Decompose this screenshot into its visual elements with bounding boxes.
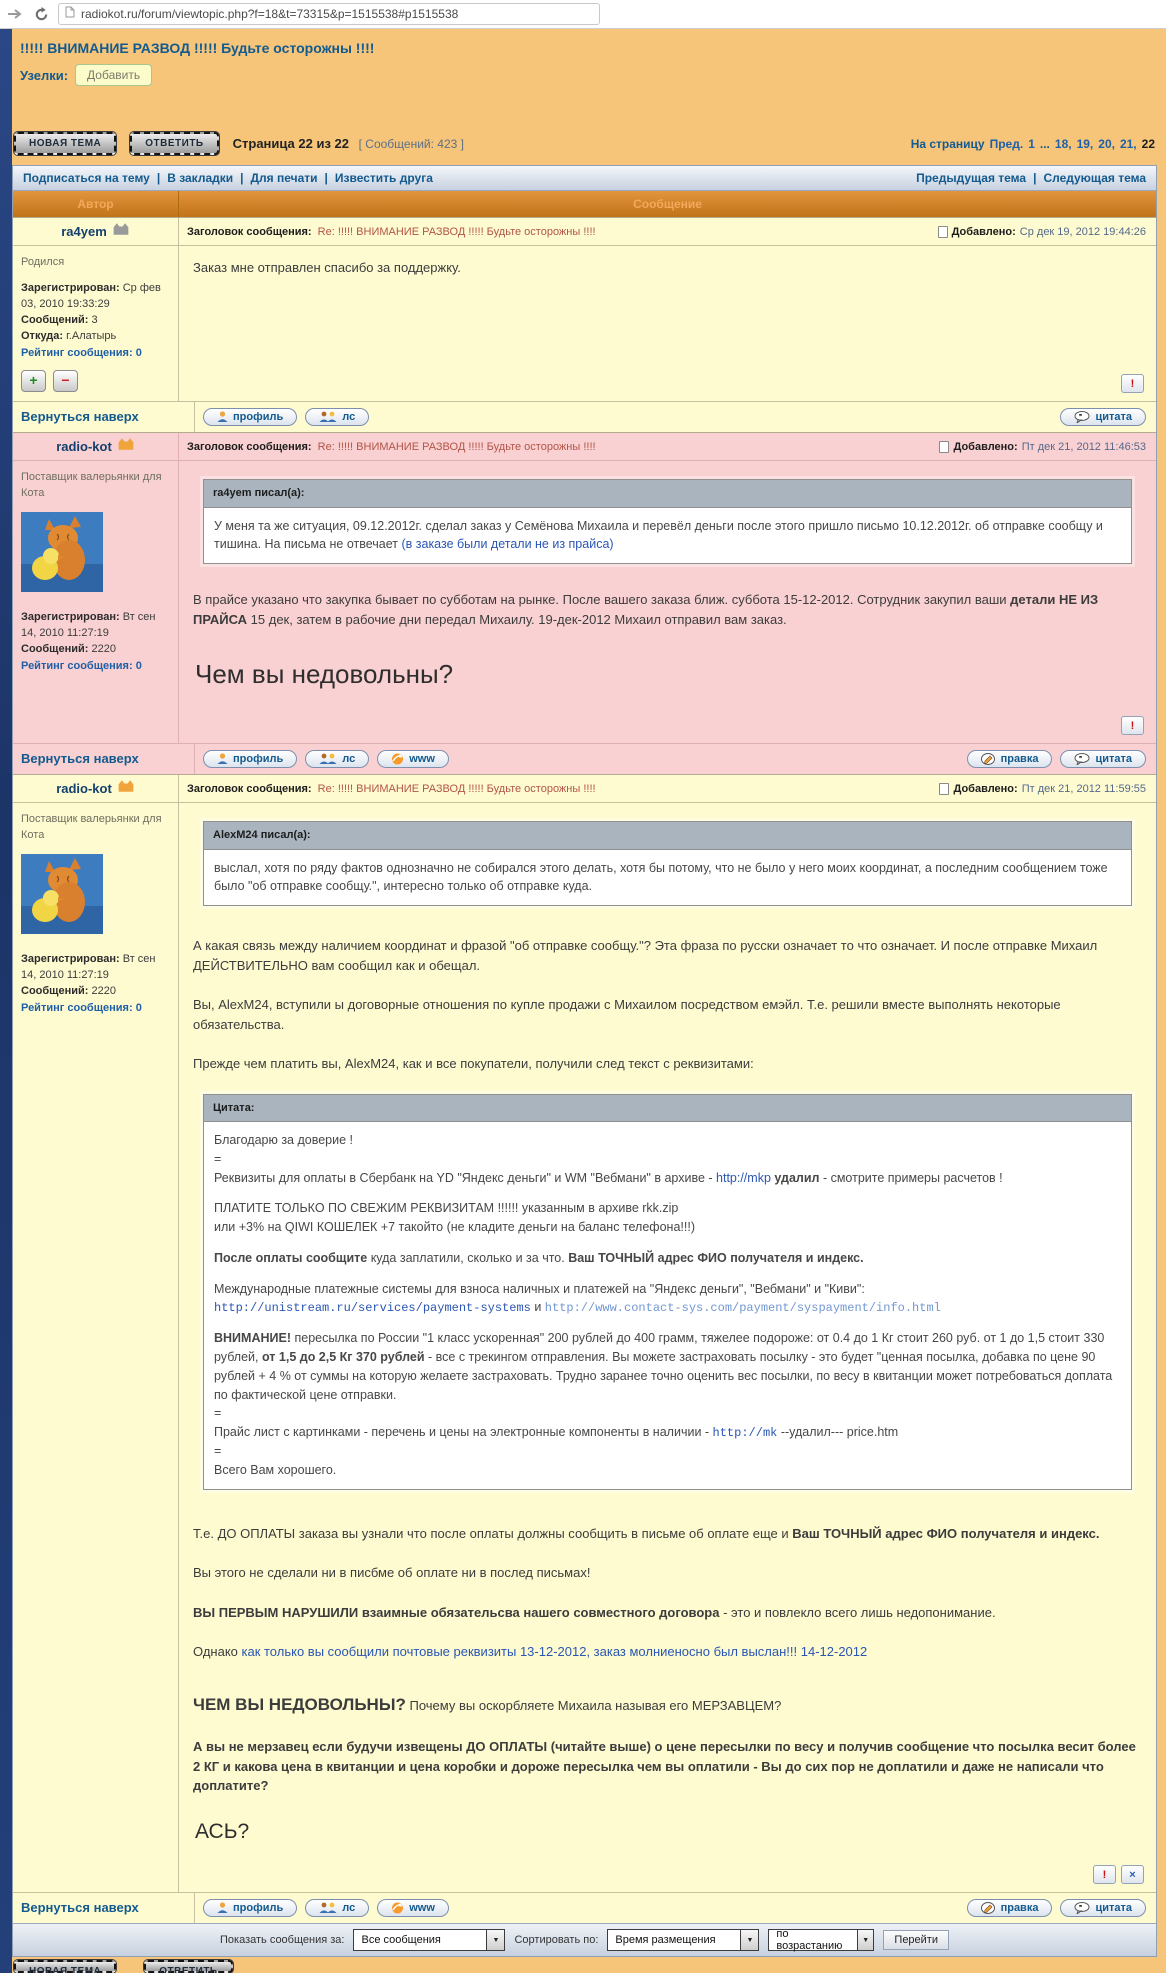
post-body	[179, 803, 1156, 1861]
author-rank: Родился	[21, 256, 65, 268]
author-username[interactable]: radio-kot	[56, 781, 112, 796]
post-footer-1	[13, 401, 1156, 432]
nav-tell-friend[interactable]: Известить друга	[334, 171, 433, 185]
pagination	[911, 137, 1155, 151]
post-body	[179, 246, 1156, 370]
post-body	[179, 461, 1156, 712]
separator: |	[156, 171, 161, 185]
back-to-top-link[interactable]: Вернуться наверх	[21, 751, 139, 766]
private-message-button[interactable]: лс	[305, 750, 369, 768]
posted-icon	[939, 441, 949, 453]
posted-label: Добавлено:	[951, 225, 1016, 238]
back-to-top-link[interactable]: Вернуться наверх	[21, 409, 139, 424]
messages-value: 2220	[91, 984, 116, 997]
profile-icon	[217, 753, 228, 765]
private-message-button[interactable]: лс	[305, 408, 369, 426]
column-message: Сообщение	[633, 197, 702, 211]
uzelki-add-button[interactable]: Добавить	[75, 64, 152, 86]
subject-link[interactable]: Re: !!!!! ВНИМАНИЕ РАЗВОД !!!!! Будьте осторожны !!!!	[317, 225, 596, 238]
sort-order-select[interactable]: по возрастанию ▼	[768, 1929, 874, 1951]
post-header	[179, 433, 1156, 461]
rating-label: Рейтинг сообщения:	[21, 659, 133, 672]
svg-text:❞: ❞	[1079, 1905, 1083, 1912]
quote-author: ra4yem писал(а):	[204, 480, 1131, 508]
post-text: Заказ мне отправлен спасибо за поддержку.	[193, 260, 461, 275]
rating-value: 0	[135, 346, 142, 359]
posted-icon	[938, 226, 948, 238]
pm-icon	[319, 411, 337, 423]
quote-text: У меня та же ситуация, 09.12.2012г. сделал заказ у Семёнова Михаила и перевёл деньги после этого пришло письмо 10.12.2012г. об отправке сообщу и тишина. На письма не отвечает (в заказе были детали не из прайса)	[214, 518, 1103, 552]
post-row-2	[13, 432, 1156, 743]
rate-plus-button[interactable]: +	[21, 370, 46, 392]
post-paragraph: А какая связь между наличием координат и фразой "об отправке сообщу."? Эта фраза по русски означает то что означает. И после отправке Михаил ДЕЙСТВИТЕЛЬНО вам сообщил как и обещал.	[193, 938, 1098, 973]
topic-toolbar	[14, 132, 1155, 155]
url-text: radiokot.ru/forum/viewtopic.php?f=18&t=73315&p=1515538#p1515538	[81, 7, 459, 21]
profile-button[interactable]: профиль	[203, 750, 297, 768]
quote-box	[203, 821, 1132, 906]
post-row-1	[13, 217, 1156, 401]
edit-button[interactable]: правка	[967, 750, 1053, 768]
uzelki-row	[12, 58, 1157, 86]
quote-author: AlexM24 писал(а):	[204, 822, 1131, 850]
page-info: Страница 22 из 22 [ Сообщений: 423 ]	[232, 136, 464, 151]
report-post-button[interactable]: !	[1121, 374, 1144, 393]
quote-icon	[1074, 753, 1090, 765]
posted-label: Добавлено:	[953, 440, 1018, 453]
quote-icon	[1074, 411, 1090, 423]
edit-icon	[981, 1902, 996, 1914]
quote-icon	[1074, 1902, 1090, 1914]
profile-button[interactable]: профиль	[203, 408, 297, 426]
post-big-text: АСЬ?	[195, 1819, 250, 1843]
edit-icon	[981, 753, 996, 765]
pagination-ellipsis: ...	[1039, 136, 1050, 151]
post-footer-3	[13, 1892, 1156, 1923]
reply-button[interactable]: ОТВЕТИТЬ	[144, 1960, 232, 1973]
svg-text:❞: ❞	[1079, 414, 1083, 421]
topic-nav-bar	[13, 166, 1156, 191]
rating-value: 0	[135, 659, 142, 672]
avatar	[21, 854, 170, 940]
browser-toolbar	[0, 0, 1166, 29]
profile-icon	[217, 1902, 228, 1914]
show-posts-label: Показать сообщения за:	[220, 1934, 345, 1946]
column-author: Автор	[13, 191, 179, 217]
quote-label: Цитата:	[204, 1095, 1131, 1123]
nav-next-topic[interactable]: Следующая тема	[1043, 171, 1146, 185]
pagination-page-19[interactable]: 19,	[1076, 136, 1094, 151]
address-bar[interactable]	[58, 3, 600, 25]
pagination-page-20[interactable]: 20,	[1098, 136, 1115, 151]
www-button[interactable]: www	[377, 750, 449, 768]
post-paragraph: ЧЕМ ВЫ НЕДОВОЛЬНЫ? Почему вы оскорбляете Михаила называя его МЕРЗАВЦЕМ?	[193, 1694, 782, 1714]
topic-title: !!!!! ВНИМАНИЕ РАЗВОД !!!!! Будьте осторожны !!!!	[20, 40, 375, 56]
nav-print[interactable]: Для печати	[250, 171, 318, 185]
cat-rank-icon	[117, 437, 135, 456]
nav-bookmark[interactable]: В закладки	[167, 171, 234, 185]
rating-value: 0	[135, 1001, 142, 1014]
author-details	[13, 803, 178, 1026]
quote-text: выслал, хотя по ряду фактов однозначно не собирался этого делать, хотя бы потому, что не было у него моих координат, а последним сообщением тоже было "об отправке сообщу.", интересно только об отправке куда.	[214, 860, 1108, 894]
quote-button[interactable]: ❞ цитата	[1060, 408, 1146, 426]
chevron-down-icon[interactable]: ▼	[740, 1930, 758, 1950]
sort-by-select[interactable]: Время размещения ▼	[607, 1929, 759, 1951]
posted-date: Ср дек 19, 2012 19:44:26	[1019, 225, 1146, 238]
post-paragraph: Вы этого не сделали ни в писбме об оплате ни в послед письмах!	[193, 1565, 591, 1580]
post-header	[179, 775, 1156, 803]
author-details	[13, 246, 178, 401]
post-paragraph: Однако как только вы сообщили почтовые реквизиты 13-12-2012, заказ молниеносно был выслан!!! 14-12-2012	[193, 1644, 868, 1659]
quote-button[interactable]: ❞ цитата	[1060, 750, 1146, 768]
registered-value: Вт сен 14, 2010 11:27:19	[21, 610, 156, 639]
registered-label: Зарегистрирован:	[21, 281, 120, 294]
pagination-label: На страницу	[910, 136, 985, 151]
pagination-current-page: 22	[1141, 136, 1155, 151]
cat-rank-icon	[117, 779, 135, 798]
messages-value: 3	[91, 313, 98, 326]
subject-label: Заголовок сообщения:	[187, 225, 312, 238]
messages-label: Сообщений:	[21, 313, 89, 326]
cat-rank-icon	[112, 222, 130, 241]
quote-box	[203, 1094, 1132, 1490]
post-paragraph: В прайсе указано что закупка бывает по субботам на рынке. После вашего заказа ближ. суббота 15-12-2012. Сотрудник закупил ваши детали НЕ ИЗ ПРАЙСА 15 дек, затем в рабочие дни передал Михаилу. 19-дек-2012 Михаил отправил вам заказ.	[193, 592, 1099, 627]
subject-label: Заголовок сообщения:	[187, 440, 312, 453]
posted-date: Пт дек 21, 2012 11:46:53	[1021, 440, 1146, 453]
table-header	[13, 191, 1156, 217]
post-paragraph: А вы не мерзавец если будучи извещены ДО ОПЛАТЫ (читайте выше) о цене пересылки по весу и получив сообщение что посылка весит более 2 КГ и какова цена в квитанции и цена коробки и дороже пересылка чем вы оплатили - Вы до сих пор не доплатили и даже не написали что доплатите?	[193, 1739, 1136, 1793]
reply-button[interactable]: ОТВЕТИТЬ	[130, 132, 218, 155]
chevron-down-icon[interactable]: ▼	[486, 1930, 504, 1950]
quote-text: Благодарю за доверие ! = Реквизиты для оплаты в Сбербанк на YD "Яндекс деньги" и WM "Вебмани" в архиве - http://mkp удалил - смотрите примеры расчетов ! ПЛАТИТЕ ТОЛЬКО ПО СВЕЖИМ РЕКВИЗИТАМ !!!!!! указанным в архиве rkk.zip или +3% на QIWI КОШЕЛЕК +7 такойто (не кладите деньги на баланс телефона!!!) После оплаты сообщите куда заплатили, сколько и за что. Ваш ТОЧНЫЙ адрес ФИО получателя и индекс. Международные платежные системы для взноса наличных и платежей на "Яндекс деньги", "Вебмани" и "Киви": http://unistream.ru/services/payment-systems и http://www.contact-sys.com/payment/syspayment/info.html ВНИМАНИЕ! пересылка по России "1 класс ускоренная" 200 рублей до 400 грамм, тяжелее подороже: от 0.4 до 1 Кг стоит 260 руб. от 1 до 1,5 стоит 330 рублей, от 1,5 до 2,5 Кг 370 рублей - все с трекингом отправления. Вы можете застраховать посылку - это будет "ценная посылка, добавка по цене 90 рублей + 4 % от суммы на которую желаете застраховать. Трудно заранее точно оценить вес посылки, по весу в квитанции может потребоваться доплата по фактической цене отправки. = Прайс лист с картинками - перечень и цены на электронные компоненты в наличии - http://mk --удалил--- price.htm = Всего Вам хорошего.	[214, 1133, 1113, 1477]
quote-box	[203, 479, 1132, 564]
rating-label: Рейтинг сообщения:	[21, 346, 133, 359]
rating-label: Рейтинг сообщения:	[21, 1001, 133, 1014]
back-to-top-link[interactable]: Вернуться наверх	[21, 1900, 139, 1915]
chevron-down-icon[interactable]: ▼	[857, 1930, 873, 1950]
post-paragraph: ВЫ ПЕРВЫМ НАРУШИЛИ взаимные обязательсва нашего совместного договора - это и повлекло всего лишь недопонимание.	[193, 1604, 996, 1620]
svg-text:❞: ❞	[1079, 756, 1083, 763]
display-options-bar	[13, 1923, 1156, 1956]
rate-minus-button[interactable]: −	[53, 370, 78, 392]
private-message-button[interactable]: лс	[305, 1899, 369, 1917]
posted-label: Добавлено:	[953, 782, 1018, 795]
from-value: г.Алатырь	[66, 329, 117, 342]
posted-icon	[939, 783, 949, 795]
subject-link[interactable]: Re: !!!!! ВНИМАНИЕ РАЗВОД !!!!! Будьте осторожны !!!!	[317, 782, 596, 795]
author-rank: Поставщик валерьянки для Кота	[21, 471, 162, 499]
sort-by-label: Сортировать по:	[514, 1934, 599, 1946]
post-big-text: Чем вы недовольны?	[195, 659, 454, 689]
separator: |	[324, 171, 328, 185]
subject-link[interactable]: Re: !!!!! ВНИМАНИЕ РАЗВОД !!!!! Будьте осторожны !!!!	[317, 440, 596, 453]
pm-icon	[319, 753, 337, 765]
separator: |	[240, 171, 244, 185]
pagination-page-18[interactable]: 18,	[1054, 136, 1072, 151]
profile-icon	[217, 411, 228, 423]
report-post-button[interactable]: !	[1121, 716, 1144, 735]
bottom-toolbar-cutoff	[12, 1957, 1157, 1973]
go-button[interactable]: Перейти	[883, 1930, 949, 1950]
avatar	[21, 512, 170, 598]
forward-arrow-icon[interactable]	[6, 5, 24, 23]
reload-icon[interactable]	[32, 5, 50, 23]
www-icon	[391, 753, 404, 765]
report-post-button[interactable]: !	[1093, 1865, 1116, 1884]
www-icon	[391, 1902, 404, 1914]
left-decor-strip	[0, 29, 12, 1973]
author-details	[13, 461, 178, 684]
post-row-3	[13, 774, 1156, 1892]
delete-post-button[interactable]: ×	[1121, 1865, 1144, 1884]
registered-value: Вт сен 14, 2010 11:27:19	[21, 952, 156, 981]
nav-previous-topic[interactable]: Предыдущая тема	[916, 171, 1027, 185]
post-paragraph: Вы, AlexM24, вступили ы договорные отношения по купле продажи с Михаилом посредством емэйл. Т.е. решили вместе выполнять некоторые обязательства.	[193, 997, 1061, 1032]
post-header	[179, 218, 1156, 246]
nav-subscribe[interactable]: Подписаться на тему	[23, 171, 150, 185]
messages-value: 2220	[91, 642, 116, 655]
pagination-prev[interactable]: Пред.	[989, 136, 1024, 151]
quote-button[interactable]: ❞ цитата	[1060, 1899, 1146, 1917]
page-icon	[65, 5, 75, 23]
pm-icon	[319, 1902, 337, 1914]
pagination-page-21[interactable]: 21,	[1119, 136, 1137, 151]
post-paragraph: Прежде чем платить вы, AlexM24, как и все покупатели, получили след текст с реквизитами:	[193, 1056, 754, 1071]
messages-label: Сообщений:	[21, 984, 89, 997]
forum-table	[12, 165, 1157, 1957]
author-username[interactable]: radio-kot	[56, 439, 112, 454]
edit-button[interactable]: правка	[967, 1899, 1053, 1917]
from-label: Откуда:	[21, 329, 64, 342]
www-button[interactable]: www	[377, 1899, 449, 1917]
post-footer-2	[13, 743, 1156, 774]
profile-button[interactable]: профиль	[203, 1899, 297, 1917]
author-username[interactable]: ra4yem	[61, 224, 107, 239]
post-paragraph: Т.е. ДО ОПЛАТЫ заказа вы узнали что после оплаты должны сообщить в письме об оплате еще и Ваш ТОЧНЫЙ адрес ФИО получателя и индекс.	[193, 1525, 1100, 1541]
posted-date: Пт дек 21, 2012 11:59:55	[1021, 782, 1146, 795]
separator: |	[1033, 171, 1037, 185]
uzelki-label: Узелки:	[20, 67, 69, 83]
pagination-page-1[interactable]: 1	[1028, 136, 1035, 151]
new-topic-button[interactable]: НОВАЯ ТЕМА	[14, 132, 116, 155]
messages-label: Сообщений:	[21, 642, 89, 655]
author-rank: Поставщик валерьянки для Кота	[21, 813, 162, 841]
registered-label: Зарегистрирован:	[21, 610, 120, 623]
registered-value: Ср фев 03, 2010 19:33:29	[21, 281, 161, 310]
subject-label: Заголовок сообщения:	[187, 782, 312, 795]
show-posts-select[interactable]: Все сообщения ▼	[353, 1929, 505, 1951]
page-shell	[0, 29, 1166, 1973]
message-count: [ Сообщений: 423 ]	[358, 137, 464, 151]
registered-label: Зарегистрирован:	[21, 952, 120, 965]
new-topic-button[interactable]: НОВАЯ ТЕМА	[14, 1960, 116, 1973]
